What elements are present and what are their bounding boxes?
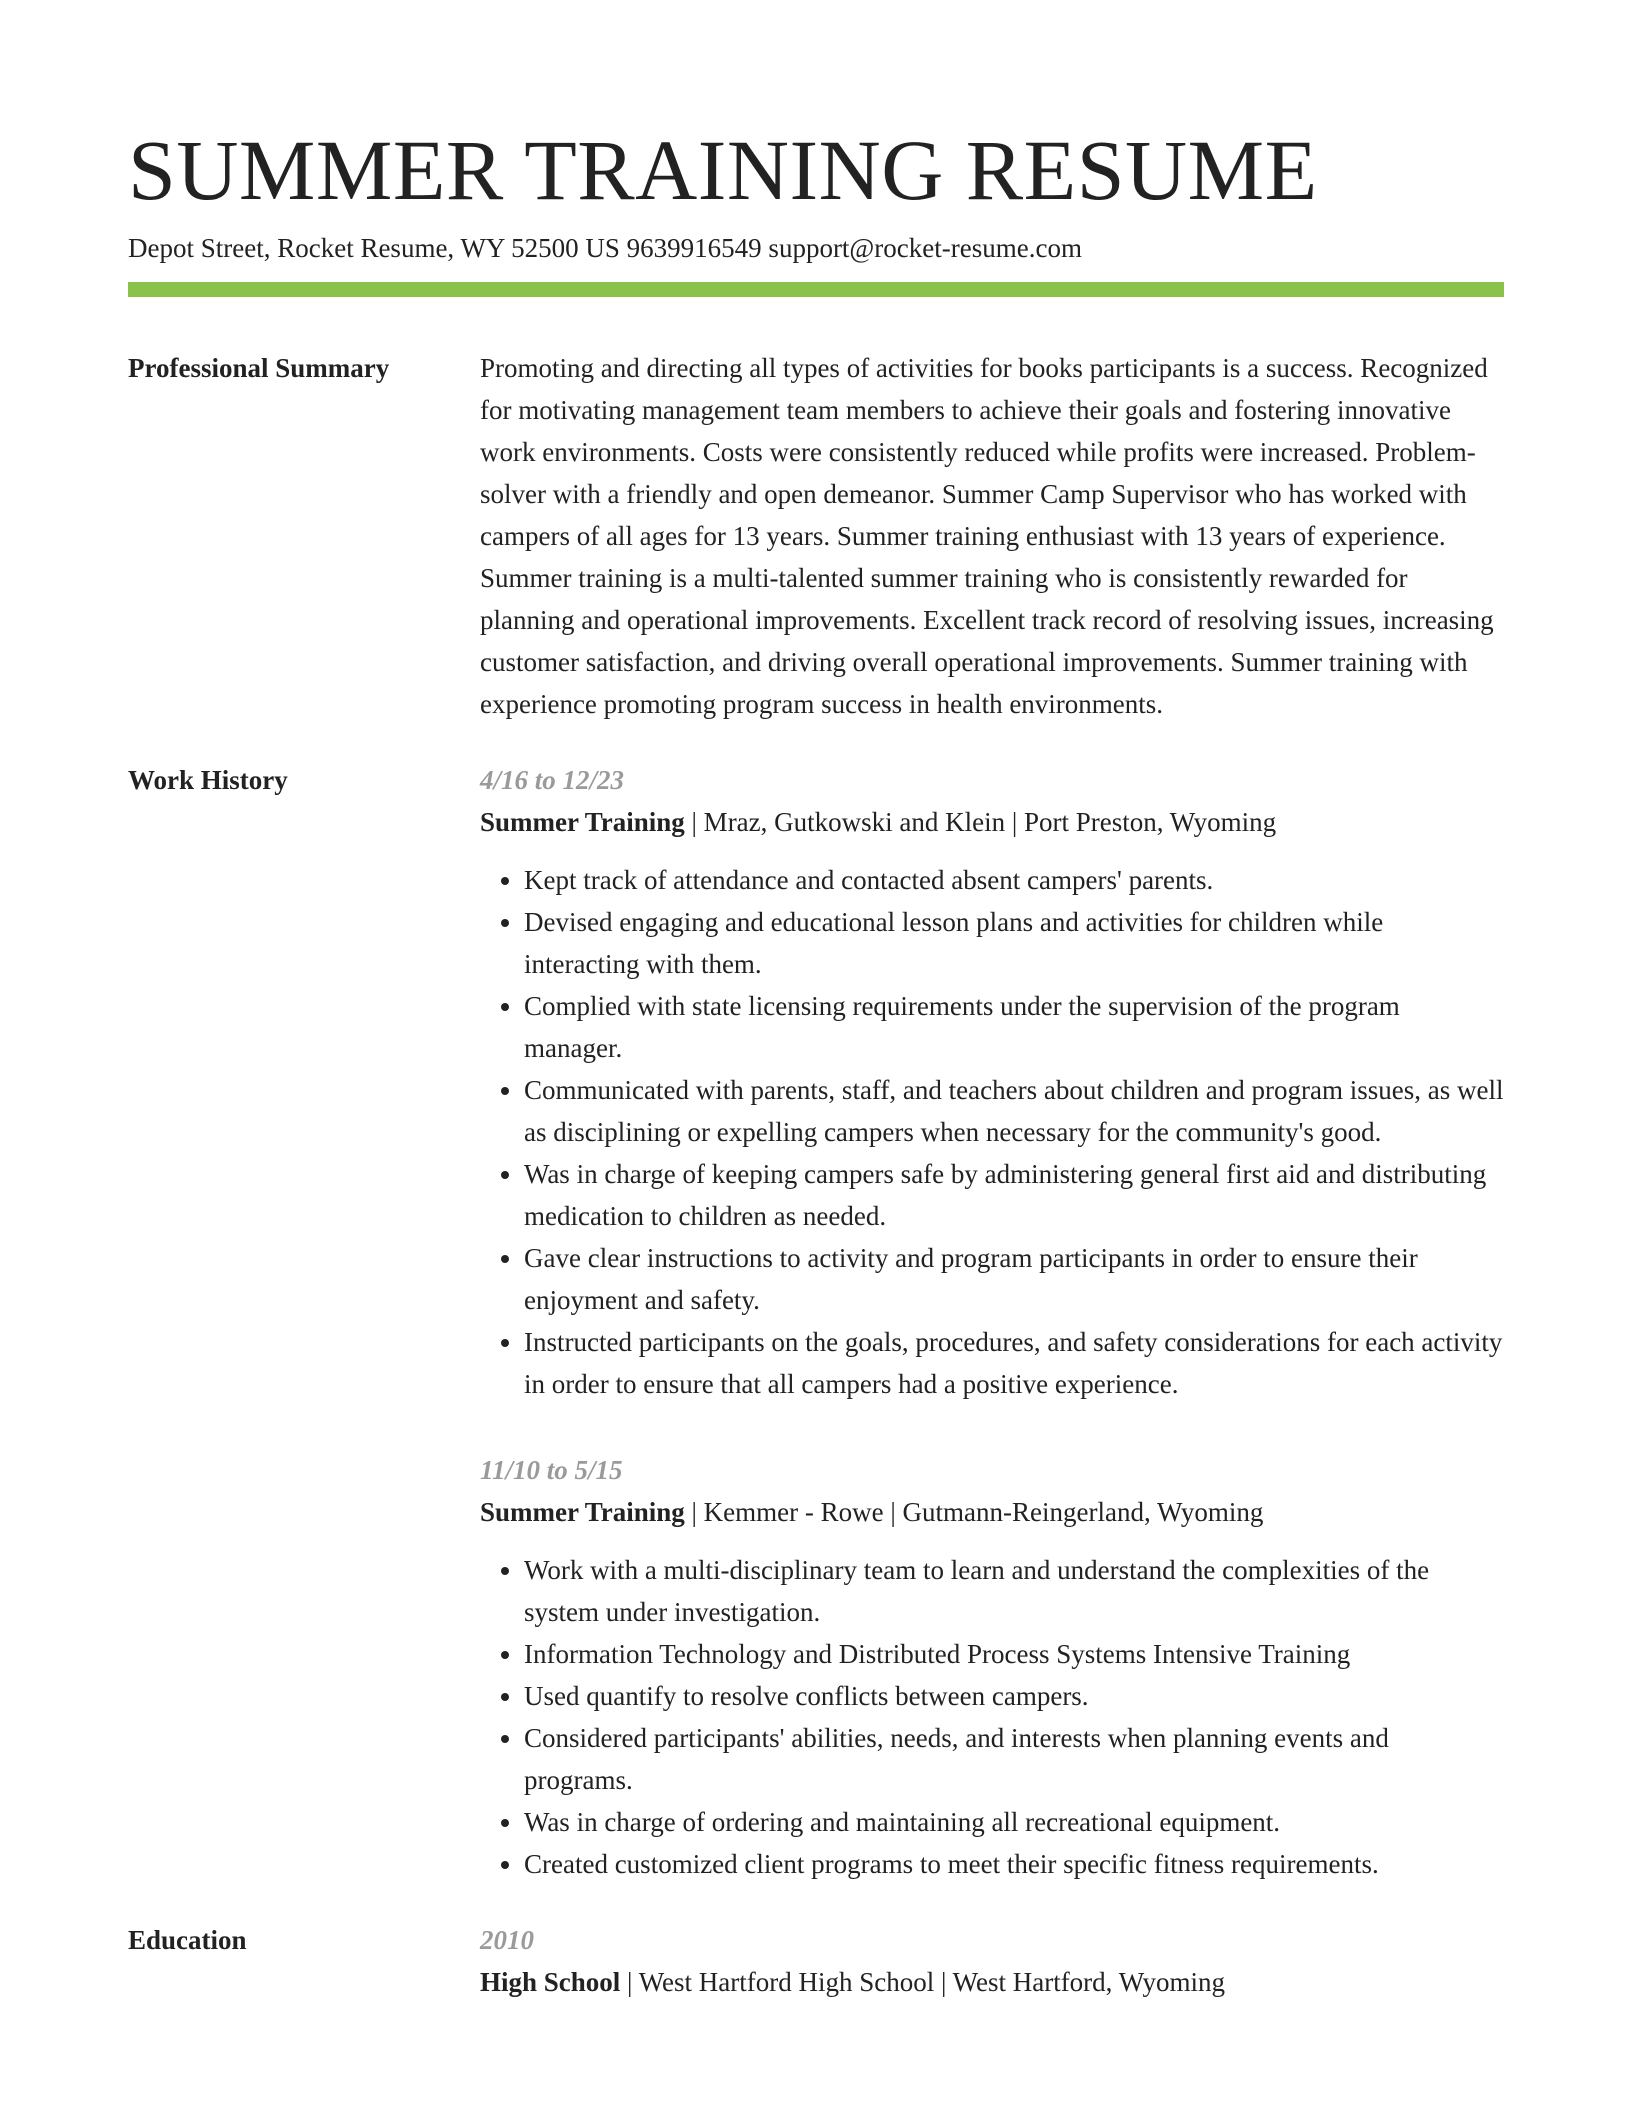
job-bullet: • Created customized client programs to meet their specific fitness requirements. <box>524 1843 1504 1885</box>
job-bullet: • Kept track of attendance and contacted absent campers' parents. <box>524 859 1504 901</box>
job-role: Summer Training <box>480 1497 685 1527</box>
education-degree: High School <box>480 1967 621 1997</box>
job-title-line <box>480 801 1504 843</box>
job-details: | Mraz, Gutkowski and Klein | Port Preston, Wyoming <box>684 807 1277 837</box>
job-bullet-list <box>480 1549 1504 1885</box>
job-bullet: • Complied with state licensing requirements under the supervision of the program manager. <box>524 985 1504 1069</box>
education-section <box>128 1919 1504 2003</box>
work-history-body <box>480 759 1504 1885</box>
summary-section <box>128 347 1504 725</box>
job-bullet: • Instructed participants on the goals, procedures, and safety considerations for each activity in order to ensure that all campers had a positive experience. <box>524 1321 1504 1405</box>
work-history-section <box>128 759 1504 1885</box>
job-bullet: • Communicated with parents, staff, and teachers about children and program issues, as well as disciplining or expelling campers when necessary for the community's good. <box>524 1069 1504 1153</box>
contact-line: Depot Street, Rocket Resume, WY 52500 US 9639916549 support@rocket-resume.com <box>128 233 1082 263</box>
summary-label: Professional Summary <box>128 353 390 383</box>
job-entry <box>480 1449 1504 1885</box>
job-role: Summer Training <box>480 807 685 837</box>
accent-divider <box>128 282 1504 297</box>
job-bullet: • Devised engaging and educational lesson plans and activities for children while interacting with them. <box>524 901 1504 985</box>
job-bullet: • Work with a multi-disciplinary team to learn and understand the complexities of the system under investigation. <box>524 1549 1504 1633</box>
job-bullet: • Was in charge of ordering and maintaining all recreational equipment. <box>524 1801 1504 1843</box>
job-bullet: • Information Technology and Distributed Process Systems Intensive Training <box>524 1633 1504 1675</box>
education-date: 2010 <box>480 1925 534 1955</box>
job-bullet: • Used quantify to resolve conflicts between campers. <box>524 1675 1504 1717</box>
education-body <box>480 1919 1504 2003</box>
job-details: | Kemmer - Rowe | Gutmann-Reingerland, Wyoming <box>684 1497 1264 1527</box>
job-date: 4/16 to 12/23 <box>480 765 625 795</box>
job-bullet-list <box>480 859 1504 1405</box>
job-date: 11/10 to 5/15 <box>480 1455 623 1485</box>
education-details: | West Hartford High School | West Hartford, Wyoming <box>620 1967 1226 1997</box>
education-title-line <box>480 1961 1504 2003</box>
job-bullet: • Gave clear instructions to activity and program participants in order to ensure their enjoyment and safety. <box>524 1237 1504 1321</box>
job-entry <box>480 759 1504 1405</box>
education-label: Education <box>128 1925 247 1955</box>
summary-text: Promoting and directing all types of activities for books participants is a success. Recognized for motivating management team members to achieve their goals and fostering innovative work environments. Costs were consistently reduced while profits were increased. Problem-solver with a friendly and open demeanor. Summer Camp Supervisor who has worked with campers of all ages for 13 years. Summer training enthusiast with 13 years of experience. Summer training is a multi-talented summer training who is consistently rewarded for planning and operational improvements. Excellent track record of resolving issues, increasing customer satisfaction, and driving overall operational improvements. Summer training with experience promoting program success in health environments. <box>480 353 1494 719</box>
summary-body <box>480 347 1504 725</box>
resume-title: SUMMER TRAINING RESUME <box>128 122 1318 218</box>
job-bullet: • Considered participants' abilities, needs, and interests when planning events and programs. <box>524 1717 1504 1801</box>
job-bullet: • Was in charge of keeping campers safe by administering general first aid and distributing medication to children as needed. <box>524 1153 1504 1237</box>
work-history-label: Work History <box>128 765 288 795</box>
resume-page <box>128 120 1504 2003</box>
job-title-line <box>480 1491 1504 1533</box>
